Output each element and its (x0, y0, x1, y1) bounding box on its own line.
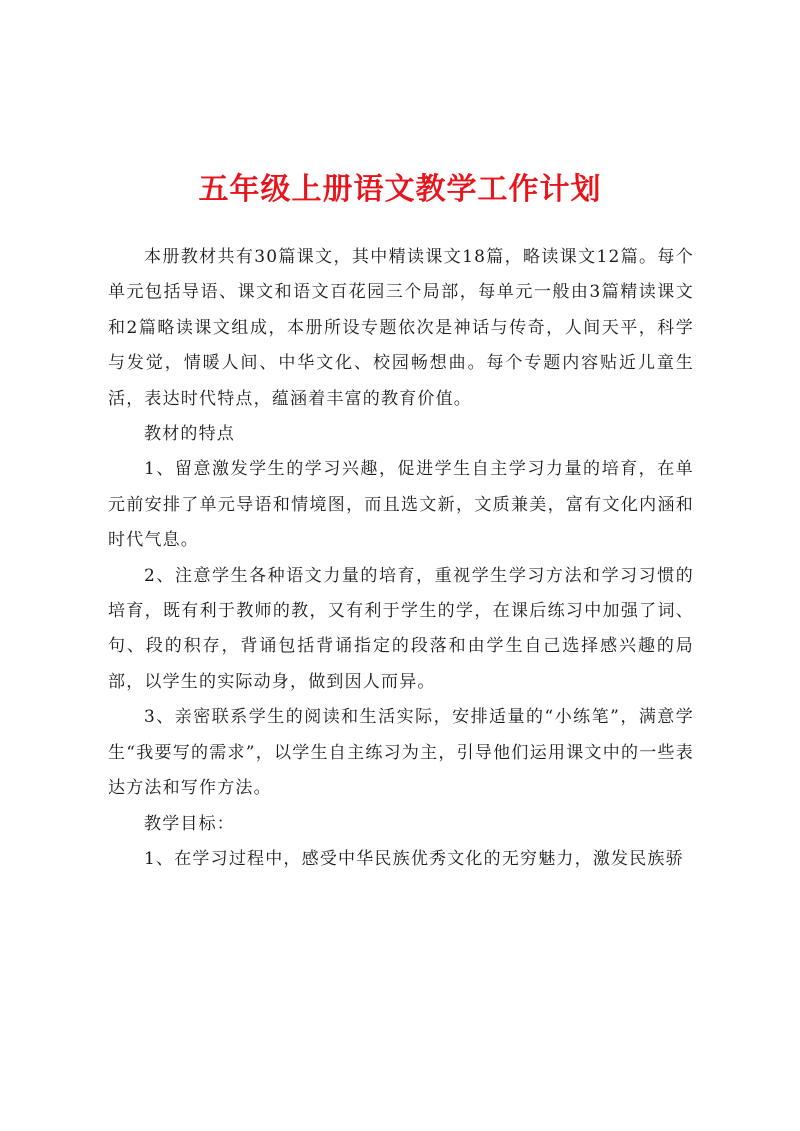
heading-teaching-goals: 教学目标： (144, 813, 235, 834)
feature-item-1: 1、留意激发学生的学习兴趣，促进学生自主学习力量的培育，在单元前安排了单元导语和情境图，而且选文新，文质兼美，富有文化内涵和时代气息。 (108, 459, 694, 551)
document-title: 五年级上册语文教学工作计划 (198, 172, 602, 207)
feature-item-3: 3、亲密联系学生的阅读和生活实际，安排适量的“小练笔”，满意学生“我要写的需求”，以学生自主练习为主，引导他们运用课文中的一些表达方法和写作方法。 (108, 707, 694, 799)
heading-textbook-features: 教材的特点 (144, 424, 235, 445)
feature-item-2: 2、注意学生各种语文力量的培育，重视学生学习方法和学习习惯的培育，既有利于教师的教，又有利于学生的学，在课后练习中加强了词、句、段的积存，背诵包括背诵指定的段落和由学生自己选择感兴趣的局部，以学生的实际动身，做到因人而异。 (108, 565, 694, 692)
goal-item-1: 1、在学习过程中，感受中华民族优秀文化的无穷魅力，激发民族骄 (144, 848, 684, 869)
paragraph-intro: 本册教材共有30篇课文，其中精读课文18篇，略读课文12篇。每个单元包括导语、课文和语文百花园三个局部，每单元一般由3篇精读课文和2篇略读课文组成，本册所设专题依次是神话与传奇，人间天平，科学与发觉，情暖人间、中华文化、校园畅想曲。每个专题内容贴近儿童生活，表达时代特点，蕴涵着丰富的教育价值。 (108, 247, 694, 409)
document-body (108, 240, 694, 877)
